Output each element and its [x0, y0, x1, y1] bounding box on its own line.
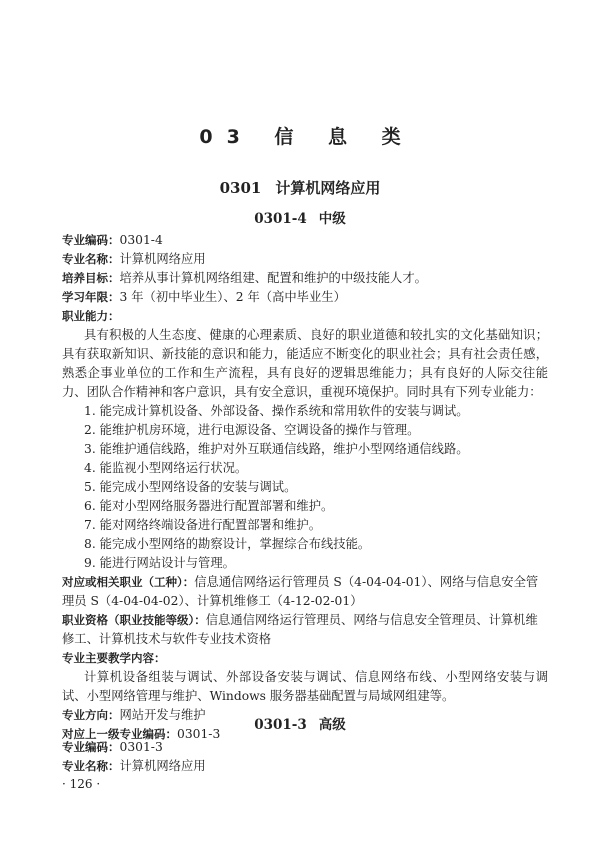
- section-level: 中级: [318, 211, 346, 227]
- field-value: 0301-3: [177, 727, 221, 741]
- field-value: 信息通信网络运行管理员、网络与信息安全管理员、计算机维修工、计算机技术与软件专业技术资格: [62, 613, 538, 646]
- major-title: [0, 177, 600, 198]
- field-label: 专业编码：: [62, 233, 120, 247]
- section-level: 高级: [318, 717, 346, 733]
- field-label: 职业资格（职业技能等级）：: [62, 613, 206, 627]
- field-label: 专业编码：: [62, 740, 120, 754]
- ability-list: [62, 402, 548, 573]
- list-item: 2. 能维护机房环境，进行电源设备、空调设备的操作与管理。: [84, 423, 420, 437]
- field-value: 培养从事计算机网络组建、配置和维护的中级技能人才。: [119, 271, 427, 285]
- list-item: 6. 能对小型网络服务器进行配置部署和维护。: [84, 499, 334, 513]
- field-duration: [62, 288, 548, 307]
- list-item: 7. 能对网络终端设备进行配置部署和维护。: [84, 518, 321, 532]
- major-name: 计算机网络应用: [275, 179, 381, 197]
- field-label: 专业名称：: [62, 252, 120, 266]
- field-value: 0301-4: [119, 233, 163, 247]
- field-value: 计算机网络应用: [119, 252, 206, 266]
- section-title-advanced: [0, 713, 600, 733]
- list-item: 3. 能维护通信线路，维护对外互联通信线路，维护小型网络通信线路。: [84, 442, 469, 456]
- field-major-code: [62, 231, 548, 250]
- page-number: · 126 ·: [62, 777, 101, 791]
- field-label: 专业名称：: [62, 759, 120, 773]
- field-occupations: [62, 573, 548, 611]
- field-label: 专业方向：: [62, 708, 120, 722]
- field-value: 计算机网络应用: [119, 759, 206, 773]
- field-label: 对应或相关职业（工种）：: [62, 575, 195, 589]
- field-label: 学习年限：: [62, 290, 120, 304]
- ability-paragraph: 具有积极的人生态度、健康的心理素质、良好的职业道德和较扎实的文化基础知识；具有获取新知识、新技能的意识和能力，能适应不断变化的职业社会；具有社会责任感，熟悉企事业单位的工作和生产流程，具有良好的逻辑思维能力；具有良好的人际交往能力、团队合作精神和客户意识，具有安全意识，重视环境保护。同时具有下列专业能力：: [62, 328, 548, 399]
- advanced-body: [62, 738, 548, 776]
- field-major-name: [62, 757, 548, 776]
- field-label: 对应上一级专业编码：: [62, 727, 177, 741]
- list-item: 1. 能完成计算机设备、外部设备、操作系统和常用软件的安装与调试。: [84, 404, 469, 418]
- field-major-name: [62, 250, 548, 269]
- list-item: 5. 能完成小型网络设备的安装与调试。: [84, 480, 297, 494]
- field-value: 信息通信网络运行管理员 S（4-04-04-01）、网络与信息安全管理员 S（4-04-04-02）、计算机维修工（4-12-02-01）: [62, 575, 539, 608]
- field-value: 0301-3: [119, 740, 163, 754]
- section-code: 0301-3: [254, 717, 307, 733]
- field-teaching-label: [62, 649, 548, 668]
- field-label: 培养目标：: [62, 271, 120, 285]
- section-title-intermediate: [0, 207, 600, 227]
- list-item: 8. 能完成小型网络的勘察设计，掌握综合布线技能。: [84, 537, 371, 551]
- list-item: 9. 能进行网站设计与管理。: [84, 556, 235, 570]
- field-value: 网站开发与维护: [119, 708, 206, 722]
- major-code: 0301: [219, 179, 262, 197]
- intermediate-body: [62, 231, 548, 744]
- section-code: 0301-4: [254, 211, 307, 227]
- field-value: 3 年（初中毕业生）、2 年（高中毕业生）: [119, 290, 346, 304]
- list-item: 4. 能监视小型网络运行状况。: [84, 461, 248, 475]
- field-label: 职业能力：: [62, 309, 120, 323]
- field-training-goal: [62, 269, 548, 288]
- teaching-content: 计算机设备组装与调试、外部设备安装与调试、信息网络布线、小型网络安装与调试、小型网络管理与维护、Windows 服务器基础配置与局域网组建等。: [62, 670, 548, 703]
- field-major-code: [62, 738, 548, 757]
- field-label: 专业主要教学内容：: [62, 651, 166, 665]
- field-ability: [62, 307, 548, 326]
- field-qualification: [62, 611, 548, 649]
- chapter-title: 03 信 息 类: [199, 126, 415, 148]
